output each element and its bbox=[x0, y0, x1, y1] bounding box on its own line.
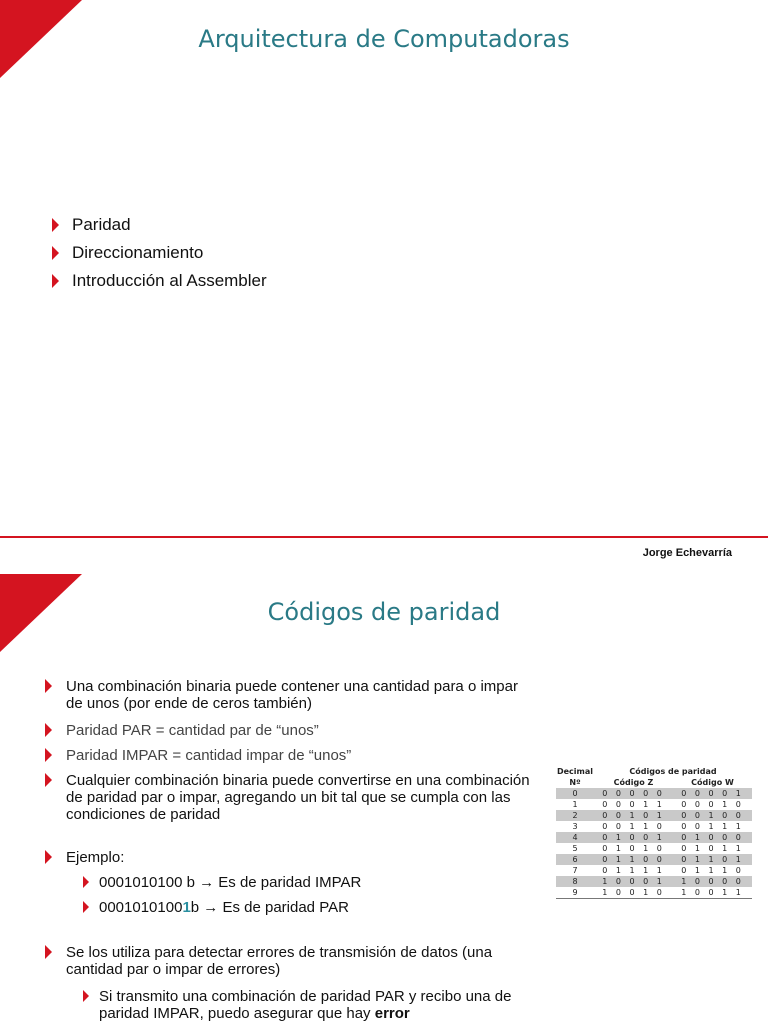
bullet-text: Una combinación binaria puede contener una cantidad para o impar de unos (por ende de ceros también) bbox=[66, 678, 518, 712]
agenda-item bbox=[52, 271, 267, 299]
bullet-arrow-icon bbox=[45, 723, 52, 737]
bullet-arrow-icon bbox=[45, 748, 52, 762]
table-cell: 0 1 0 1 0 bbox=[602, 844, 665, 853]
example-text: 0001010100 b → Es de paridad IMPAR bbox=[99, 874, 362, 891]
column-header-decimal: Decimal bbox=[556, 767, 594, 776]
table-cell: 9 bbox=[556, 887, 594, 899]
table-cell: 0 0 0 1 0 bbox=[681, 800, 744, 809]
bullet-arrow-icon bbox=[45, 773, 52, 787]
bullet-item bbox=[45, 747, 535, 764]
table-cell: 0 0 0 0 1 bbox=[681, 789, 744, 798]
table-cell: 0 bbox=[572, 789, 578, 798]
table-cell: 3 bbox=[572, 822, 578, 831]
agenda-item-label: Direccionamiento bbox=[72, 243, 204, 262]
table-cell: 2 bbox=[572, 811, 578, 820]
table-cell: 0 1 0 0 0 bbox=[681, 833, 744, 842]
table-row bbox=[556, 887, 752, 899]
slide-title: Arquitectura de Computadoras bbox=[198, 25, 570, 53]
table-cell: 8 bbox=[572, 877, 578, 886]
bullet-arrow-icon bbox=[83, 876, 89, 888]
table-cell: 0 0 1 1 1 bbox=[681, 822, 744, 831]
example-text bbox=[99, 899, 349, 916]
table-cell: 0 0 1 0 1 bbox=[602, 811, 665, 820]
table-row bbox=[556, 854, 752, 865]
slide-content bbox=[45, 678, 535, 1022]
column-header-code-z: Código Z bbox=[613, 778, 654, 787]
author-name: Jorge Echevarría bbox=[642, 547, 732, 559]
table-row bbox=[556, 843, 752, 854]
table-row bbox=[556, 810, 752, 821]
table-cell: 1 0 0 0 1 bbox=[602, 877, 665, 886]
table-row bbox=[556, 788, 752, 799]
table-cell: 0 0 0 1 1 bbox=[602, 800, 665, 809]
table-cell: 0 0 1 1 0 bbox=[602, 822, 665, 831]
bullet-arrow-icon bbox=[83, 901, 89, 913]
error-word: error bbox=[374, 1005, 410, 1022]
bullet-text: Se los utiliza para detectar errores de transmisión de datos (una cantidad par o impar de errores) bbox=[66, 944, 493, 978]
parity-bit-highlight: 1 bbox=[182, 899, 191, 916]
bullet-arrow-icon bbox=[52, 218, 59, 232]
bullet-arrow-icon bbox=[52, 246, 59, 260]
example-suffix: b → Es de paridad PAR bbox=[190, 899, 349, 916]
bullet-item bbox=[45, 944, 535, 978]
column-header-group: Códigos de paridad bbox=[629, 767, 717, 776]
agenda-item-label: Introducción al Assembler bbox=[72, 271, 267, 290]
bullet-arrow-icon bbox=[83, 990, 89, 1002]
bullet-arrow-icon bbox=[45, 850, 52, 864]
table-cell: 0 1 1 0 1 bbox=[681, 855, 744, 864]
bullet-text: Paridad IMPAR = cantidad impar de “unos” bbox=[66, 747, 352, 764]
sub-bullet-text bbox=[99, 988, 535, 1022]
table-cell: 1 0 0 1 1 bbox=[673, 887, 752, 899]
bullet-item bbox=[45, 678, 535, 712]
sub-bullet-body: Si transmito una combinación de paridad PAR y recibo una de paridad IMPAR, puedo asegurar que hay bbox=[99, 988, 512, 1022]
bullet-arrow-icon bbox=[45, 945, 52, 959]
table-row bbox=[556, 876, 752, 887]
table-cell: 4 bbox=[572, 833, 578, 842]
slide-2 bbox=[0, 574, 768, 1024]
bullet-arrow-icon bbox=[52, 274, 59, 288]
table-row bbox=[556, 799, 752, 810]
sub-bullet-item bbox=[83, 874, 535, 891]
table-cell: 1 0 0 0 0 bbox=[681, 877, 744, 886]
table-cell: 6 bbox=[572, 855, 578, 864]
table-row bbox=[556, 865, 752, 876]
parity-codes-table bbox=[556, 766, 752, 899]
column-header-code-w: Código W bbox=[691, 778, 734, 787]
table-cell: 0 1 1 1 1 bbox=[602, 866, 665, 875]
bullet-item bbox=[45, 772, 535, 823]
agenda-item bbox=[52, 243, 267, 271]
column-header-number: Nº bbox=[569, 778, 581, 787]
sub-bullet-item bbox=[83, 988, 535, 1022]
table-row bbox=[556, 832, 752, 843]
table-cell: 0 0 0 0 0 bbox=[602, 789, 665, 798]
bullet-item bbox=[45, 722, 535, 739]
sub-bullet-item bbox=[83, 899, 535, 916]
table-cell: 0 1 1 1 0 bbox=[681, 866, 744, 875]
agenda-list bbox=[52, 215, 267, 299]
bullet-arrow-icon bbox=[45, 679, 52, 693]
bullet-text: Cualquier combinación binaria puede convertirse en una combinación de paridad par o impar, agregando un bit tal que se cumpla con las condiciones de paridad bbox=[66, 772, 530, 823]
table-cell: 1 bbox=[572, 800, 578, 809]
table-cell: 0 1 0 1 1 bbox=[681, 844, 744, 853]
table-cell: 0 0 1 0 0 bbox=[681, 811, 744, 820]
bullet-text: Ejemplo: bbox=[66, 849, 125, 866]
table-cell: 5 bbox=[572, 844, 578, 853]
example-bits-zero: 0 bbox=[174, 899, 183, 916]
table-cell: 0 1 1 0 0 bbox=[602, 855, 665, 864]
bullet-text: Paridad PAR = cantidad par de “unos” bbox=[66, 722, 319, 739]
agenda-item bbox=[52, 215, 267, 243]
table-cell: 7 bbox=[572, 866, 578, 875]
agenda-item-label: Paridad bbox=[72, 215, 131, 234]
footer-divider bbox=[0, 536, 768, 538]
table-cell: 1 0 0 1 0 bbox=[594, 887, 673, 899]
table-cell: 0 1 0 0 1 bbox=[602, 833, 665, 842]
slide-title: Códigos de paridad bbox=[267, 598, 501, 626]
bullet-item bbox=[45, 849, 535, 866]
example-bits: 000101010 bbox=[99, 899, 175, 916]
table-row bbox=[556, 821, 752, 832]
